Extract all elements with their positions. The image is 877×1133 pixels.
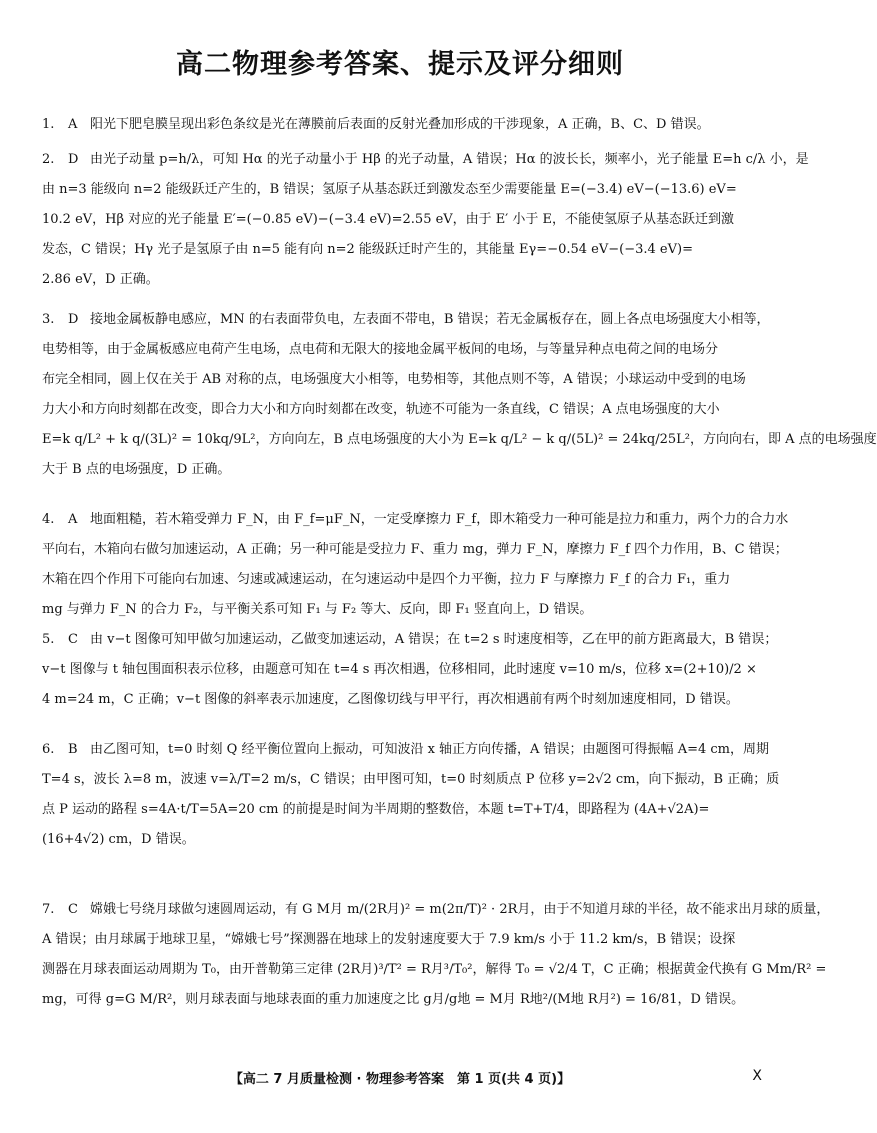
item-line: 点 P 运动的路程 s=4A·t/T=5A=20 cm 的前提是时间为半周期的整数倍，本题 t=T+T/4，即路程为 (4A+√2A)= (42, 802, 710, 817)
item-text: 接地金属板静电感应，MN 的右表面带负电，左表面不带电，B 错误；若无金属板存在，圆上各点电场强度大小相等， (90, 312, 770, 327)
item-answer: C (68, 902, 78, 917)
item-number: 5. (42, 632, 55, 647)
item-number: 1. (42, 117, 55, 132)
item-line: (16+4√2) cm，D 错误。 (42, 832, 195, 847)
item-line (42, 110, 762, 140)
answer-item-1 (42, 110, 762, 140)
item-line: 10.2 eV，Hβ 对应的光子能量 E′=(−0.85 eV)−(−3.4 eV)=2.55 eV，由于 E′ 小于 E，不能使氢原子从基态跃迁到激 (42, 212, 735, 227)
item-line: mg 与弹力 F_N 的合力 F₂，与平衡关系可知 F₁ 与 F₂ 等大、反向，即 F₁ 竖直向上，D 错误。 (42, 602, 593, 617)
item-line: A 错误；由月球属于地球卫星，“嫦娥七号”探测器在地球上的发射速度要大于 7.9 km/s 小于 11.2 km/s，B 错误；设探 (42, 932, 736, 947)
item-line: 由 n=3 能级向 n=2 能级跃迁产生的，B 错误；氢原子从基态跃迁到激发态至少需要能量 E=(−3.4) eV−(−13.6) eV= (42, 182, 737, 197)
item-line (42, 625, 778, 655)
item-answer: C (68, 632, 78, 647)
item-number: 3. (42, 312, 55, 327)
item-line: 布完全相同，圆上仅在关于 AB 对称的点，电场强度大小相等，电势相等，其他点则不等，A 错误；小球运动中受到的电场 (42, 372, 746, 387)
item-line: 测器在月球表面运动周期为 T₀，由开普勒第三定律 (2R月)³/T² = R月³/T₀²，解得 T₀ = √2/4 T，C 正确；根据黄金代换有 G Mm/R² = (42, 962, 827, 977)
item-number: 7. (42, 902, 55, 917)
item-line (42, 895, 830, 925)
item-line: T=4 s，波长 λ=8 m，波速 v=λ/T=2 m/s，C 错误；由甲图可知，t=0 时刻质点 P 位移 y=2√2 cm，向下振动，B 正确；质 (42, 772, 780, 787)
answer-item-5 (42, 625, 778, 715)
footer-mark: X (752, 1068, 762, 1084)
item-line: 平向右，木箱向右做匀加速运动，A 正确；另一种可能是受拉力 F、重力 mg，弹力 F_N，摩擦力 F_f 四个力作用，B、C 错误； (42, 542, 788, 557)
page-footer: 【高二 7 月质量检测 · 物理参考答案 第 1 页(共 4 页)】 (229, 1072, 571, 1087)
item-line: 力大小和方向时刻都在改变，即合力大小和方向时刻都在改变，轨迹不可能为一条直线，C 错误；A 点电场强度的大小 (42, 402, 720, 417)
answer-item-4 (42, 505, 789, 625)
item-answer: B (68, 742, 78, 757)
item-answer: D (68, 152, 79, 167)
item-line (42, 505, 789, 535)
item-number: 4. (42, 512, 55, 527)
item-number: 2. (42, 152, 55, 167)
item-line: 电势相等，由于金属板感应电荷产生电场，点电荷和无限大的接地金属平板间的电场，与等量异种点电荷之间的电场分 (42, 342, 719, 357)
item-line: v−t 图像与 t 轴包围面积表示位移，由题意可知在 t=4 s 再次相遇，位移相同，此时速度 v=10 m/s，位移 x=(2+10)/2 × (42, 662, 757, 677)
item-line: mg，可得 g=G M/R²，则月球表面与地球表面的重力加速度之比 g月/g地 = M月 R地²/(M地 R月²) = 16/81，D 错误。 (42, 992, 745, 1007)
item-number: 6. (42, 742, 55, 757)
answer-item-3 (42, 305, 877, 485)
answer-item-2 (42, 145, 809, 295)
item-line (42, 735, 769, 765)
item-text: 由光子动量 p=h/λ，可知 Hα 的光子动量小于 Hβ 的光子动量，A 错误；Hα 的波长长，频率小，光子能量 E=h c/λ 小，是 (90, 152, 809, 167)
answer-item-6 (42, 735, 780, 855)
item-answer: A (68, 512, 78, 527)
item-text: 由 v−t 图像可知甲做匀加速运动，乙做变加速运动，A 错误；在 t=2 s 时速度相等，乙在甲的前方距离最大，B 错误； (90, 632, 778, 647)
page-title: 高二物理参考答案、提示及评分细则 (176, 49, 624, 80)
item-line: 4 m=24 m，C 正确；v−t 图像的斜率表示加速度，乙图像切线与甲平行，再次相遇前有两个时刻加速度相同，D 错误。 (42, 692, 739, 707)
item-text: 由乙图可知，t=0 时刻 Q 经平衡位置向上振动，可知波沿 x 轴正方向传播，A 错误；由题图可得振幅 A=4 cm，周期 (90, 742, 769, 757)
item-answer: D (68, 312, 79, 327)
item-text: 嫦娥七号绕月球做匀速圆周运动，有 G M月 m/(2R月)² = m(2π/T)² · 2R月，由于不知道月球的半径，故不能求出月球的质量， (90, 902, 830, 917)
item-line (42, 305, 770, 335)
item-line: 木箱在四个作用下可能向右加速、匀速或减速运动，在匀速运动中是四个力平衡，拉力 F 与摩擦力 F_f 的合力 F₁，重力 (42, 572, 731, 587)
item-line: 发态，C 错误；Hγ 光子是氢原子由 n=5 能有向 n=2 能级跃迁时产生的，其能量 Eγ=−0.54 eV−(−3.4 eV)= (42, 242, 693, 257)
item-line (42, 145, 809, 175)
item-line: 2.86 eV，D 正确。 (42, 272, 159, 287)
item-line: E=k q/L² + k q/(3L)² = 10kq/9L²，方向向左，B 点电场强度的大小为 E=k q/L² − k q/(5L)² = 24kq/25L²，方向向右，即 A 点的电场强度 (42, 432, 877, 447)
item-answer: A (68, 117, 78, 132)
item-text: 阳光下肥皂膜呈现出彩色条纹是光在薄膜前后表面的反射光叠加形成的干涉现象，A 正确，B、C、D 错误。 (90, 117, 710, 132)
answer-item-7 (42, 895, 830, 1015)
item-line: 大于 B 点的电场强度，D 正确。 (42, 462, 231, 477)
item-text: 地面粗糙，若木箱受弹力 F_N，由 F_f=μF_N，一定受摩擦力 F_f，即木箱受力一种可能是拉力和重力，两个力的合力水 (90, 512, 789, 527)
